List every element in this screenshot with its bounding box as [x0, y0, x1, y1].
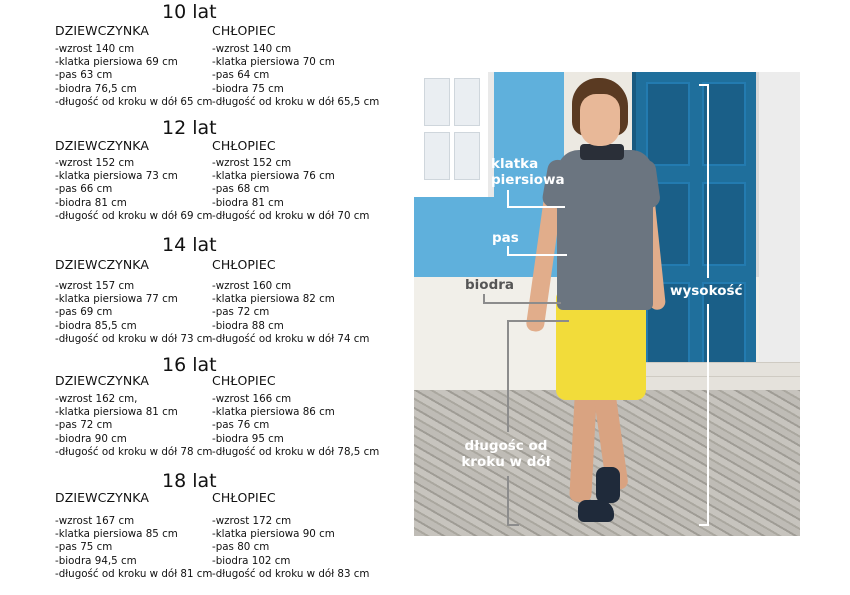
collar — [580, 144, 624, 160]
girl-column-title: DZIEWCZYNKA — [55, 373, 150, 388]
girl-measurements — [55, 157, 212, 223]
measurement-line: -biodra 81 cm — [55, 196, 127, 209]
boy-column-title: CHŁOPIEC — [212, 138, 276, 153]
measurement-line: -pas 80 cm — [212, 541, 270, 554]
measurement-line: -długość od kroku w dół 74 cm — [212, 332, 370, 345]
measurement-line: -biodra 85,5 cm — [55, 319, 137, 332]
inseam-guide-top — [507, 320, 569, 322]
boy-measurements — [212, 157, 369, 223]
measurement-line: -biodra 90 cm — [55, 432, 127, 445]
height-guide-upper — [707, 84, 709, 278]
measurement-line: -wzrost 140 cm — [55, 43, 135, 55]
age-heading-12: 12 lat — [162, 117, 217, 139]
right-shoe — [596, 467, 620, 503]
waist-guide-horizontal — [507, 254, 567, 256]
girl-measurements — [55, 515, 212, 581]
measurement-line: -klatka piersiowa 76 cm — [212, 170, 335, 183]
polo-shirt — [557, 150, 653, 310]
boy-measurements — [212, 515, 369, 581]
boy-column-title: CHŁOPIEC — [212, 490, 276, 505]
step — [624, 362, 800, 377]
girl-column-title: DZIEWCZYNKA — [55, 257, 150, 272]
measurement-line: -biodra 88 cm — [212, 319, 284, 332]
measurement-line: -wzrost 140 cm — [212, 43, 292, 55]
measurement-line: -pas 64 cm — [212, 69, 270, 82]
measurement-line: -długość od kroku w dół 78,5 cm — [212, 445, 380, 458]
girl-column-title: DZIEWCZYNKA — [55, 138, 150, 153]
measurement-line: -wzrost 172 cm — [212, 515, 292, 527]
measurement-line: -klatka piersiowa 73 cm — [55, 170, 178, 183]
measurement-line: -wzrost 152 cm — [55, 157, 135, 169]
measurement-line: -pas 72 cm — [212, 306, 270, 319]
measurement-line: -klatka piersiowa 86 cm — [212, 406, 335, 419]
measurement-line: -biodra 102 cm — [212, 554, 291, 567]
inseam-label — [458, 438, 554, 470]
measurement-line: -długość od kroku w dół 73 cm — [55, 332, 213, 345]
boy-measurements — [212, 280, 369, 346]
measurement-line: -długość od kroku w dół 78 cm — [55, 445, 213, 458]
measurement-line: -pas 75 cm — [55, 541, 113, 554]
measurement-line: -wzrost 166 cm — [212, 393, 292, 405]
age-heading-18: 18 lat — [162, 470, 217, 492]
measurement-line: -wzrost 160 cm — [212, 280, 292, 292]
inseam-guide-upper — [507, 320, 509, 432]
height-label: wysokość — [670, 283, 743, 299]
measurement-line: -pas 76 cm — [212, 419, 270, 432]
measurement-line: -wzrost 152 cm — [212, 157, 292, 169]
measurement-line: -długość od kroku w dół 81 cm — [55, 567, 213, 580]
measurement-line: -biodra 81 cm — [212, 196, 284, 209]
boy-measurements — [212, 393, 379, 459]
measurement-line: -klatka piersiowa 69 cm — [55, 56, 178, 69]
girl-column-title: DZIEWCZYNKA — [55, 23, 150, 38]
chest-label — [491, 156, 565, 188]
measurement-photo — [414, 72, 800, 536]
measurement-line: -klatka piersiowa 85 cm — [55, 528, 178, 541]
measurement-line: -pas 63 cm — [55, 69, 113, 82]
age-heading-14: 14 lat — [162, 234, 217, 256]
chest-label-line: piersiowa — [491, 172, 565, 188]
measurement-line: -klatka piersiowa 70 cm — [212, 56, 335, 69]
hips-guide-horizontal — [483, 302, 561, 304]
boy-column-title: CHŁOPIEC — [212, 373, 276, 388]
left-shoe — [578, 500, 614, 522]
girl-measurements — [55, 43, 212, 109]
inseam-guide-bottom — [507, 524, 519, 526]
window — [414, 72, 494, 197]
measurement-line: -pas 68 cm — [212, 183, 270, 196]
measurement-line: -biodra 75 cm — [212, 82, 284, 95]
waist-label: pas — [492, 230, 519, 246]
pillar — [759, 72, 800, 390]
age-heading-16: 16 lat — [162, 354, 217, 376]
measurement-line: -klatka piersiowa 82 cm — [212, 293, 335, 306]
inseam-label-line: długośc od — [464, 438, 548, 454]
measurement-line: -biodra 95 cm — [212, 432, 284, 445]
measurement-line: -długość od kroku w dół 83 cm — [212, 567, 370, 580]
girl-measurements — [55, 280, 212, 346]
hips-label: biodra — [465, 277, 514, 293]
measurement-line: -długość od kroku w dół 70 cm — [212, 209, 370, 222]
measurement-line: -biodra 76,5 cm — [55, 82, 137, 95]
height-guide-lower — [707, 304, 709, 526]
age-heading-10: 10 lat — [162, 1, 217, 23]
height-guide-bottom — [699, 524, 709, 526]
measurement-line: -pas 69 cm — [55, 306, 113, 319]
inseam-guide-lower — [507, 476, 509, 526]
measurement-line: -wzrost 157 cm — [55, 280, 135, 292]
measurement-line: -długość od kroku w dół 65 cm — [55, 95, 213, 108]
measurement-line: -pas 72 cm — [55, 419, 113, 432]
measurement-line: -pas 66 cm — [55, 183, 113, 196]
boy-column-title: CHŁOPIEC — [212, 23, 276, 38]
measurement-line: -wzrost 162 cm, — [55, 393, 138, 405]
measurement-line: -klatka piersiowa 90 cm — [212, 528, 335, 541]
measurement-line: -długość od kroku w dół 65,5 cm — [212, 95, 380, 108]
measurement-line: -klatka piersiowa 81 cm — [55, 406, 178, 419]
girl-column-title: DZIEWCZYNKA — [55, 490, 150, 505]
girl-measurements — [55, 393, 212, 459]
measurement-line: -klatka piersiowa 77 cm — [55, 293, 178, 306]
measurement-line: -długość od kroku w dół 69 cm — [55, 209, 213, 222]
measurement-line: -biodra 94,5 cm — [55, 554, 137, 567]
face — [580, 94, 620, 146]
boy-measurements — [212, 43, 379, 109]
chest-guide-horizontal — [507, 206, 565, 208]
boy-column-title: CHŁOPIEC — [212, 257, 276, 272]
chest-label-line: klatka — [491, 156, 539, 172]
measurement-line: -wzrost 167 cm — [55, 515, 135, 527]
inseam-label-line: kroku w dół — [461, 454, 551, 470]
